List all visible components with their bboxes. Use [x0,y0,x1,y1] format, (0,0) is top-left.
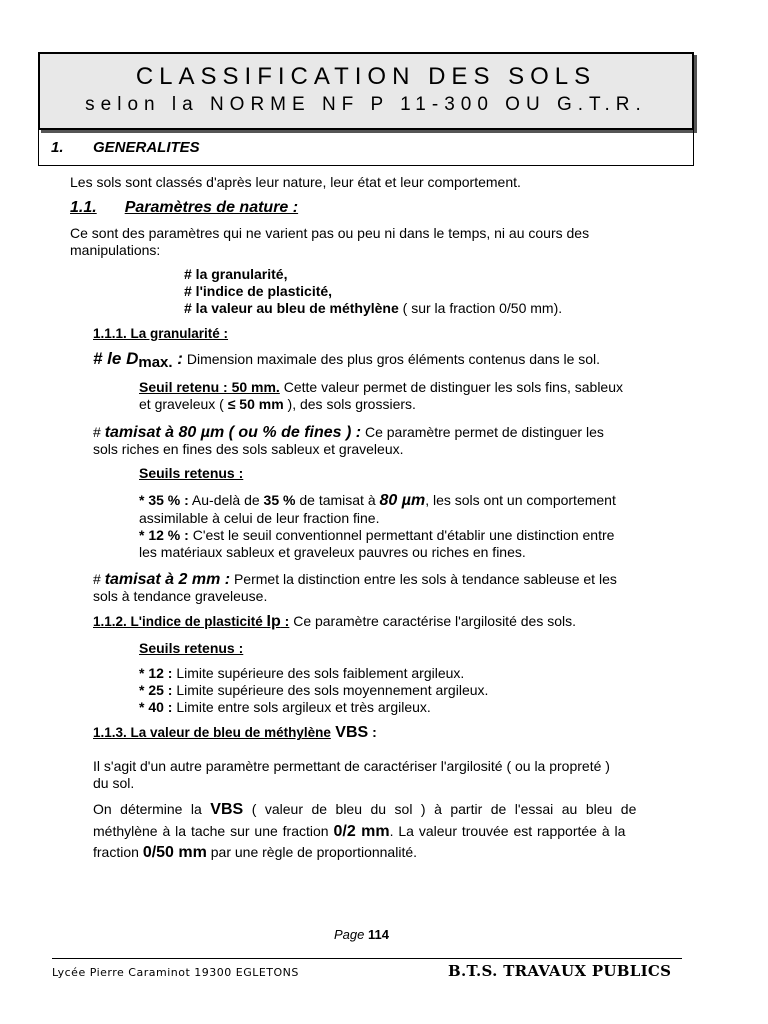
heading-1-1-1: 1.1.1. La granularité : [93,326,229,341]
paragraph-line: du sol. [93,775,135,791]
threshold-35-line: assimilable à celui de leur fraction fine. [139,510,380,526]
tamisat-80-line: # tamisat à 80 µm ( ou % de fines ) : Ce paramètre permet de distinguer les [93,424,604,441]
threshold-12-line: * 12 % : C'est le seuil conventionnel permettant d'établir une distinction entre [139,527,615,543]
plasticity-item: * 25 : Limite supérieure des sols moyennement argileux. [139,682,489,698]
paragraph-line: On détermine la VBS ( valeur de bleu du sol ) à partir de l'essai au bleu de [93,801,637,818]
footer-program: B.T.S. TRAVAUX PUBLICS [448,962,672,980]
subsection-heading-1-1 [70,199,298,217]
seuil-line: Seuil retenu : 50 mm. Cette valeur permet de distinguer les sols fins, sableux [139,379,623,395]
seuils-label: Seuils retenus : [139,640,244,656]
tamisat-2mm-line: # tamisat à 2 mm : Permet la distinction entre les sols à tendance sableuse et les [93,571,617,588]
section-title: GENERALITES [93,139,200,156]
paragraph-line: manipulations: [70,242,161,258]
footer-school: Lycée Pierre Caraminot 19300 EGLETONS [52,966,299,979]
subsection-number: 1.1. [70,199,97,216]
plasticity-item: * 12 : Limite supérieure des sols faiblement argileux. [139,665,465,681]
tamisat-80-line: sols riches en fines des sols sableux et graveleux. [93,441,404,457]
footer-divider [52,958,682,959]
paragraph-line: Ce sont des paramètres qui ne varient pas ou peu ni dans le temps, ni au cours des [70,225,590,241]
list-item: # la valeur au bleu de méthylène ( sur la fraction 0/50 mm). [184,300,563,316]
threshold-12-line: les matériaux sableux et graveleux pauvres ou riches en fines. [139,544,526,560]
list-item: # l'indice de plasticité, [184,283,333,299]
plasticity-item: * 40 : Limite entre sols argileux et très argileux. [139,699,431,715]
seuil-line: et graveleux ( ≤ 50 mm ), des sols grossiers. [139,396,416,412]
paragraph-line: fraction 0/50 mm par une règle de proportionnalité. [93,844,418,861]
seuils-label: Seuils retenus : [139,465,244,481]
heading-1-1-2: 1.1.2. L'indice de plasticité Ip : Ce paramètre caractérise l'argilosité des sols. [93,613,576,630]
paragraph-line: Il s'agit d'un autre paramètre permettant de caractériser l'argilosité ( ou la propreté ) [93,758,610,774]
intro-paragraph: Les sols sont classés d'après leur nature, leur état et leur comportement. [70,174,521,190]
paragraph-line: méthylène à la tache sur une fraction 0/2 mm. La valeur trouvée est rapportée à la [93,823,626,840]
threshold-35-line: * 35 % : Au-delà de 35 % de tamisat à 80 µm, les sols ont un comportement [139,492,616,509]
subsection-title: Paramètres de nature : [124,199,299,216]
page-number: Page 114 [334,927,389,942]
document-title-box [38,52,694,130]
tamisat-2mm-line: sols à tendance graveleuse. [93,588,268,604]
document-subtitle: selon la NORME NF P 11-300 OU G.T.R. [85,94,647,115]
list-item: # la granularité, [184,266,288,282]
heading-1-1-3: 1.1.3. La valeur de bleu de méthylène VBS : [93,724,377,741]
document-title: CLASSIFICATION DES SOLS [135,63,597,90]
section-heading-box [38,130,694,166]
section-number: 1. [51,139,64,156]
dmax-line: # le Dmax. : Dimension maximale des plus gros éléments contenus dans le sol. [93,349,601,371]
